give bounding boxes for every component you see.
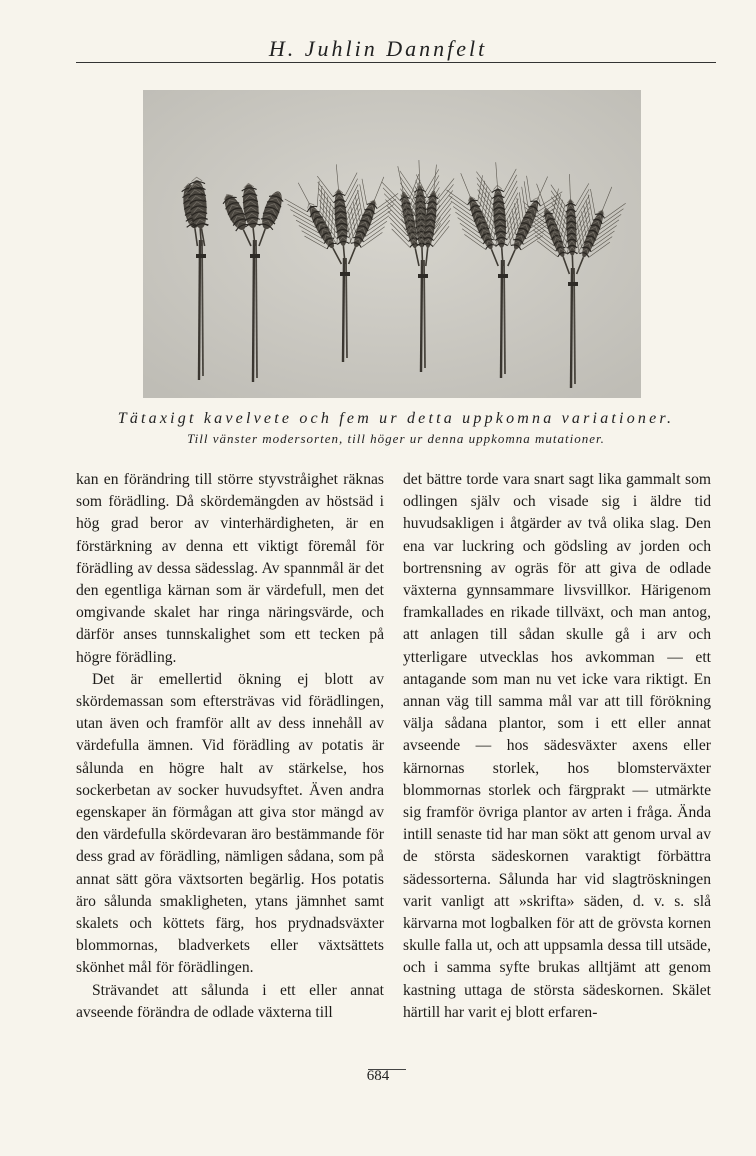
bundle-tie bbox=[196, 254, 206, 258]
bundle-tie bbox=[418, 274, 428, 278]
wheat-stem bbox=[256, 240, 257, 378]
text-column-left bbox=[76, 469, 384, 1024]
page-number: 684 bbox=[366, 1068, 390, 1084]
paragraph: Det är emellertid ökning ej blott av skördemassan som eftersträvas vid förädlingen, utan även och framför allt av dess innehåll av värdefulla ämnen. Vid förädling av potatis är sålunda en högre halt av stärkelse, hos sockerbetan av socker huvudsyftet. Även andra egenskaper än förmågan att giva stor mängd av den värdefulla skördevaran äro bestämmande för dess grad av förädling, nämligen sådana, som på annat sätt göra växtsorten begärlig. Hos potatis äro sålunda smakligheten, ytans jämnhet samt skalets och köttets färg, hos prydnadsväxter blommornas, bladverkets eller växtsättets skönhet mål för förädlingen. bbox=[76, 670, 384, 977]
bundle-tie bbox=[498, 274, 508, 278]
header-rule bbox=[76, 62, 716, 63]
wheat-photograph bbox=[143, 90, 641, 398]
figure-caption-sub: Till vänster modersorten, till höger ur denna uppkomna mutationer. bbox=[187, 431, 605, 446]
bundle-tie bbox=[250, 254, 260, 258]
wheat-stem bbox=[199, 240, 200, 380]
paragraph: det bättre torde vara snart sagt lika gammalt som odlingen själv och visade sig i äldre tid huvudsakligen i åtgärder av två olika slag. Den ena var luckring och gödsling av jorden och bortrensning av ogräs för att giva de odlade växterna gynnsammare livsvillkor. Härigenom framkallades en rikade tillväxt, och man antog, att anlagen till sådan skulle gå i arv och ytterligare utvecklas hos avkomman — ett antagande som man nu vet icke vara riktigt. En annan väg till samma mål var att till förökning välja sådana plantor, som i ett eller annat avseende — hos sädesväxter axens eller kärnornas storlek, hos blomsterväxter blommornas storlek och färgprakt — utmärkte sig framför övriga plantor av arten i fråga. Ända intill senaste tid har man sökt att genom urval av de största sädeskornen varaktigt förbättra sädessorterna. Sålunda har vid slagtröskningen varit vanligt att »skrifta» säden, d. v. s. slå kärvarna mot logbalken för att de grövsta kornen skulle falla ut, och att uppsamla dessa till utsäde, och i samma syfte brukas alltjämt att genom kastning uttaga de största sädeskornen. Skälet härtill har varit ej blott erfaren- bbox=[403, 471, 711, 1021]
running-head: H. Juhlin Dannfelt bbox=[268, 36, 488, 61]
wheat-stem bbox=[202, 240, 203, 376]
bundle-tie bbox=[340, 272, 350, 276]
paragraph: Strävandet att sålunda i ett eller annat avseende förändra de odlade växterna till bbox=[76, 981, 384, 1021]
text-column-right bbox=[403, 469, 711, 1024]
bundle-tie bbox=[568, 282, 578, 286]
figure-caption-main: Tätaxigt kavelvete och fem ur detta uppkomna variationer. bbox=[117, 410, 675, 427]
paragraph: kan en förändring till större styvstråighet räknas som förädling. Då skördemängden av höstsäd i hög grad beror av vinterhärdigheten, är en förstärkning av denna ett viktigt föremål för förädling av dessa sädesslag. Av spannmål är det den egentliga kärnan som är värdefull, men det omgivande skalet har ringa näringsvärde, och därför anses tunnskalighet som ett tecken på högre förädling. bbox=[76, 471, 384, 666]
wheat-ears-illustration bbox=[143, 90, 641, 398]
wheat-stem bbox=[253, 240, 254, 382]
